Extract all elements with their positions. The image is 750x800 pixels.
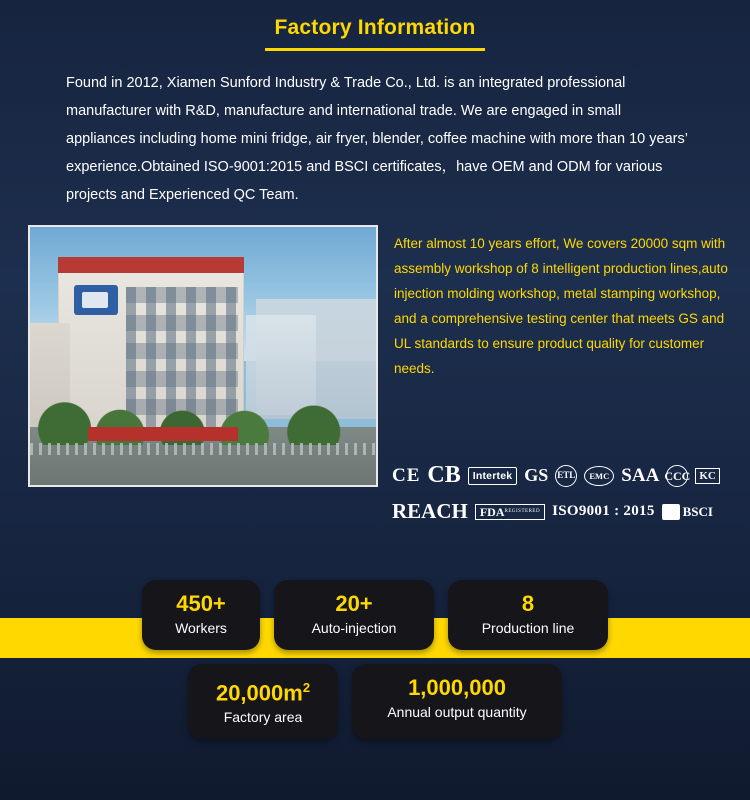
stat-label: Production line bbox=[481, 620, 575, 636]
etl-mark-icon: ETL bbox=[555, 465, 577, 487]
stat-label: Annual output quantity bbox=[387, 704, 527, 720]
intertek-mark-icon: Intertek bbox=[468, 467, 518, 485]
stat-chip-annual-output bbox=[352, 664, 562, 739]
photo-description-row bbox=[0, 209, 750, 487]
bsci-mark-icon bbox=[662, 504, 713, 520]
iso-mark-icon: ISO9001 : 2015 bbox=[552, 503, 655, 519]
stat-value-sup: 2 bbox=[302, 680, 311, 695]
ccc-mark-icon: CCC bbox=[666, 465, 688, 487]
stat-chip-production-line bbox=[448, 580, 608, 650]
stat-value-text: 20,000m bbox=[215, 680, 303, 706]
factory-description: After almost 10 years effort, We covers 20000 sqm with assembly workshop of 8 intelligent production lines,auto injection molding workshop, metal stamping workshop, and a comprehensive testing center that meets GS and UL standards to ensure product quality for customer needs. bbox=[394, 236, 728, 376]
intro-paragraph: Found in 2012, Xiamen Sunford Industry & Trade Co., Ltd. is an integrated professional manufacturer with R&D, manufacture and international trade. We are engaged in small appliances including home mini fridge, air fryer, blender, coffee machine with more than 10 years’ experience.Obtained ISO-9001:2015 and BSCI certificates，have OEM and ODM for various projects and Experienced QC Team. bbox=[66, 75, 688, 203]
fda-sublabel: REGISTERED bbox=[504, 508, 541, 514]
stat-label: Factory area bbox=[223, 709, 303, 726]
photo-building-roof bbox=[58, 257, 244, 273]
stat-label: Auto-injection bbox=[311, 620, 397, 636]
certificate-row-2 bbox=[392, 499, 732, 524]
stat-chip-auto-injection bbox=[274, 580, 434, 650]
stat-value: 8 bbox=[521, 591, 535, 616]
certificate-logos bbox=[392, 462, 732, 534]
bsci-label: BSCI bbox=[682, 503, 713, 519]
kc-mark-icon: KC bbox=[695, 468, 720, 484]
fda-label: FDA bbox=[479, 504, 505, 519]
gs-mark-icon: GS bbox=[524, 465, 549, 485]
ce-mark-icon: CE bbox=[392, 464, 421, 486]
stat-label: Workers bbox=[175, 620, 227, 636]
fda-mark-icon bbox=[475, 504, 545, 520]
photo-red-banner bbox=[88, 427, 238, 441]
page-title-section bbox=[0, 0, 750, 51]
bsci-glyph bbox=[662, 504, 680, 520]
photo-fence bbox=[30, 443, 376, 455]
factory-photo bbox=[28, 225, 378, 487]
stat-value bbox=[206, 674, 320, 707]
saa-mark-icon: SAA bbox=[621, 464, 660, 486]
stat-chip-factory-area bbox=[188, 664, 338, 739]
photo-company-sign bbox=[74, 285, 118, 315]
stats-row-1 bbox=[0, 580, 750, 650]
stat-value: 20+ bbox=[335, 591, 373, 616]
reach-mark-icon: REACH bbox=[392, 499, 468, 523]
cb-mark-icon: CB bbox=[427, 462, 461, 488]
stat-value: 450+ bbox=[176, 591, 226, 616]
certificate-row-1 bbox=[392, 462, 732, 489]
stat-value: 1,000,000 bbox=[408, 675, 506, 700]
page-title: Factory Information bbox=[274, 16, 476, 39]
emc-mark-icon: EMC bbox=[584, 466, 614, 486]
stats-section bbox=[0, 580, 750, 739]
stats-row-2 bbox=[0, 664, 750, 739]
stat-chip-workers bbox=[142, 580, 260, 650]
